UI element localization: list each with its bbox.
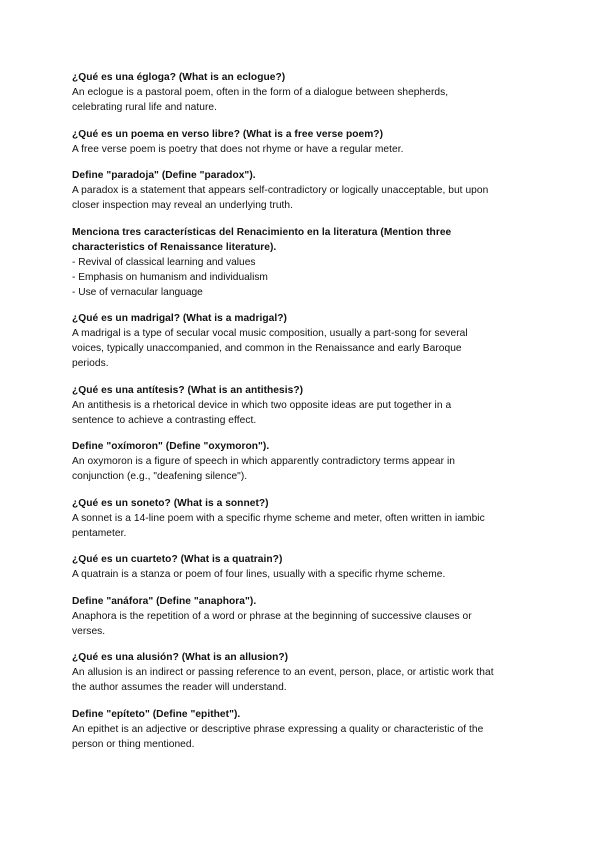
qa-renaissance <box>72 225 532 300</box>
question-heading: ¿Qué es un cuarteto? (What is a quatrain?) <box>72 554 283 565</box>
question-heading: Define "oxímoron" (Define "oxymoron"). <box>72 441 270 452</box>
answer-line: A madrigal is a type of secular vocal music composition, usually a part-song for several <box>72 328 468 339</box>
answer-line: person or thing mentioned. <box>72 738 195 750</box>
list-item: - Use of vernacular language <box>72 286 203 298</box>
answer-line: A paradox is a statement that appears self-contradictory or logically unacceptable, but upon <box>72 185 489 196</box>
answer-line: periods. <box>72 358 109 369</box>
question-heading: characteristics of Renaissance literature). <box>72 241 277 253</box>
qa-free-verse <box>72 127 532 157</box>
question-heading: ¿Qué es un poema en verso libre? (What is a free verse poem?) <box>72 128 384 140</box>
qa-oxymoron <box>72 439 532 484</box>
answer-line: A quatrain is a stanza or poem of four lines, usually with a specific rhyme scheme. <box>72 569 446 580</box>
answer-line: An antithesis is a rhetorical device in which two opposite ideas are put together in a <box>72 399 452 411</box>
question-heading: Define "anáfora" (Define "anaphora"). <box>72 595 257 607</box>
list-item: - Revival of classical learning and values <box>72 256 256 268</box>
answer-line: Anaphora is the repetition of a word or phrase at the beginning of successive clauses or <box>72 610 472 622</box>
qa-anaphora <box>72 594 532 639</box>
question-heading: ¿Qué es una alusión? (What is an allusion?) <box>72 652 289 663</box>
question-heading: Define "paradoja" (Define "paradox"). <box>72 170 256 181</box>
answer-line: An epithet is an adjective or descriptive phrase expressing a quality or characteristic of the <box>72 723 484 735</box>
answer-line: An oxymoron is a figure of speech in which apparently contradictory terms appear in <box>72 456 455 467</box>
question-heading: Define "epíteto" (Define "epithet"). <box>72 708 241 720</box>
qa-sonnet <box>72 496 532 541</box>
document-page <box>72 70 532 763</box>
answer-line: sentence to achieve a contrasting effect. <box>72 414 257 426</box>
answer-line: closer inspection may reveal an underlying truth. <box>72 200 294 211</box>
answer-line: voices, typically unaccompanied, and common in the Renaissance and early Baroque <box>72 343 462 354</box>
list-item: - Emphasis on humanism and individualism <box>72 271 268 283</box>
answer-line: A free verse poem is poetry that does not rhyme or have a regular meter. <box>72 143 404 155</box>
qa-madrigal <box>72 311 532 371</box>
answer-line: An allusion is an indirect or passing reference to an event, person, place, or artistic work that <box>72 667 494 678</box>
question-heading: ¿Qué es una antítesis? (What is an antithesis?) <box>72 384 304 396</box>
qa-epithet <box>72 707 532 752</box>
answer-line: conjunction (e.g., "deafening silence"). <box>72 471 248 482</box>
question-heading: ¿Qué es una égloga? (What is an eclogue?) <box>72 72 286 83</box>
qa-antithesis <box>72 383 532 428</box>
qa-eclogue <box>72 70 532 115</box>
question-heading: ¿Qué es un soneto? (What is a sonnet?) <box>72 497 269 509</box>
answer-line: celebrating rural life and nature. <box>72 102 217 113</box>
question-heading: Menciona tres características del Renacimiento en la literatura (Mention three <box>72 226 452 238</box>
qa-paradox <box>72 168 532 213</box>
qa-quatrain <box>72 552 532 582</box>
answer-line: verses. <box>72 625 106 637</box>
answer-line: A sonnet is a 14-line poem with a specific rhyme scheme and meter, often written in iambic <box>72 512 485 524</box>
qa-allusion <box>72 650 532 695</box>
answer-line: pentameter. <box>72 527 127 539</box>
answer-line: An eclogue is a pastoral poem, often in the form of a dialogue between shepherds, <box>72 87 449 98</box>
question-heading: ¿Qué es un madrigal? (What is a madrigal?) <box>72 313 287 324</box>
answer-line: the author assumes the reader will understand. <box>72 682 287 693</box>
